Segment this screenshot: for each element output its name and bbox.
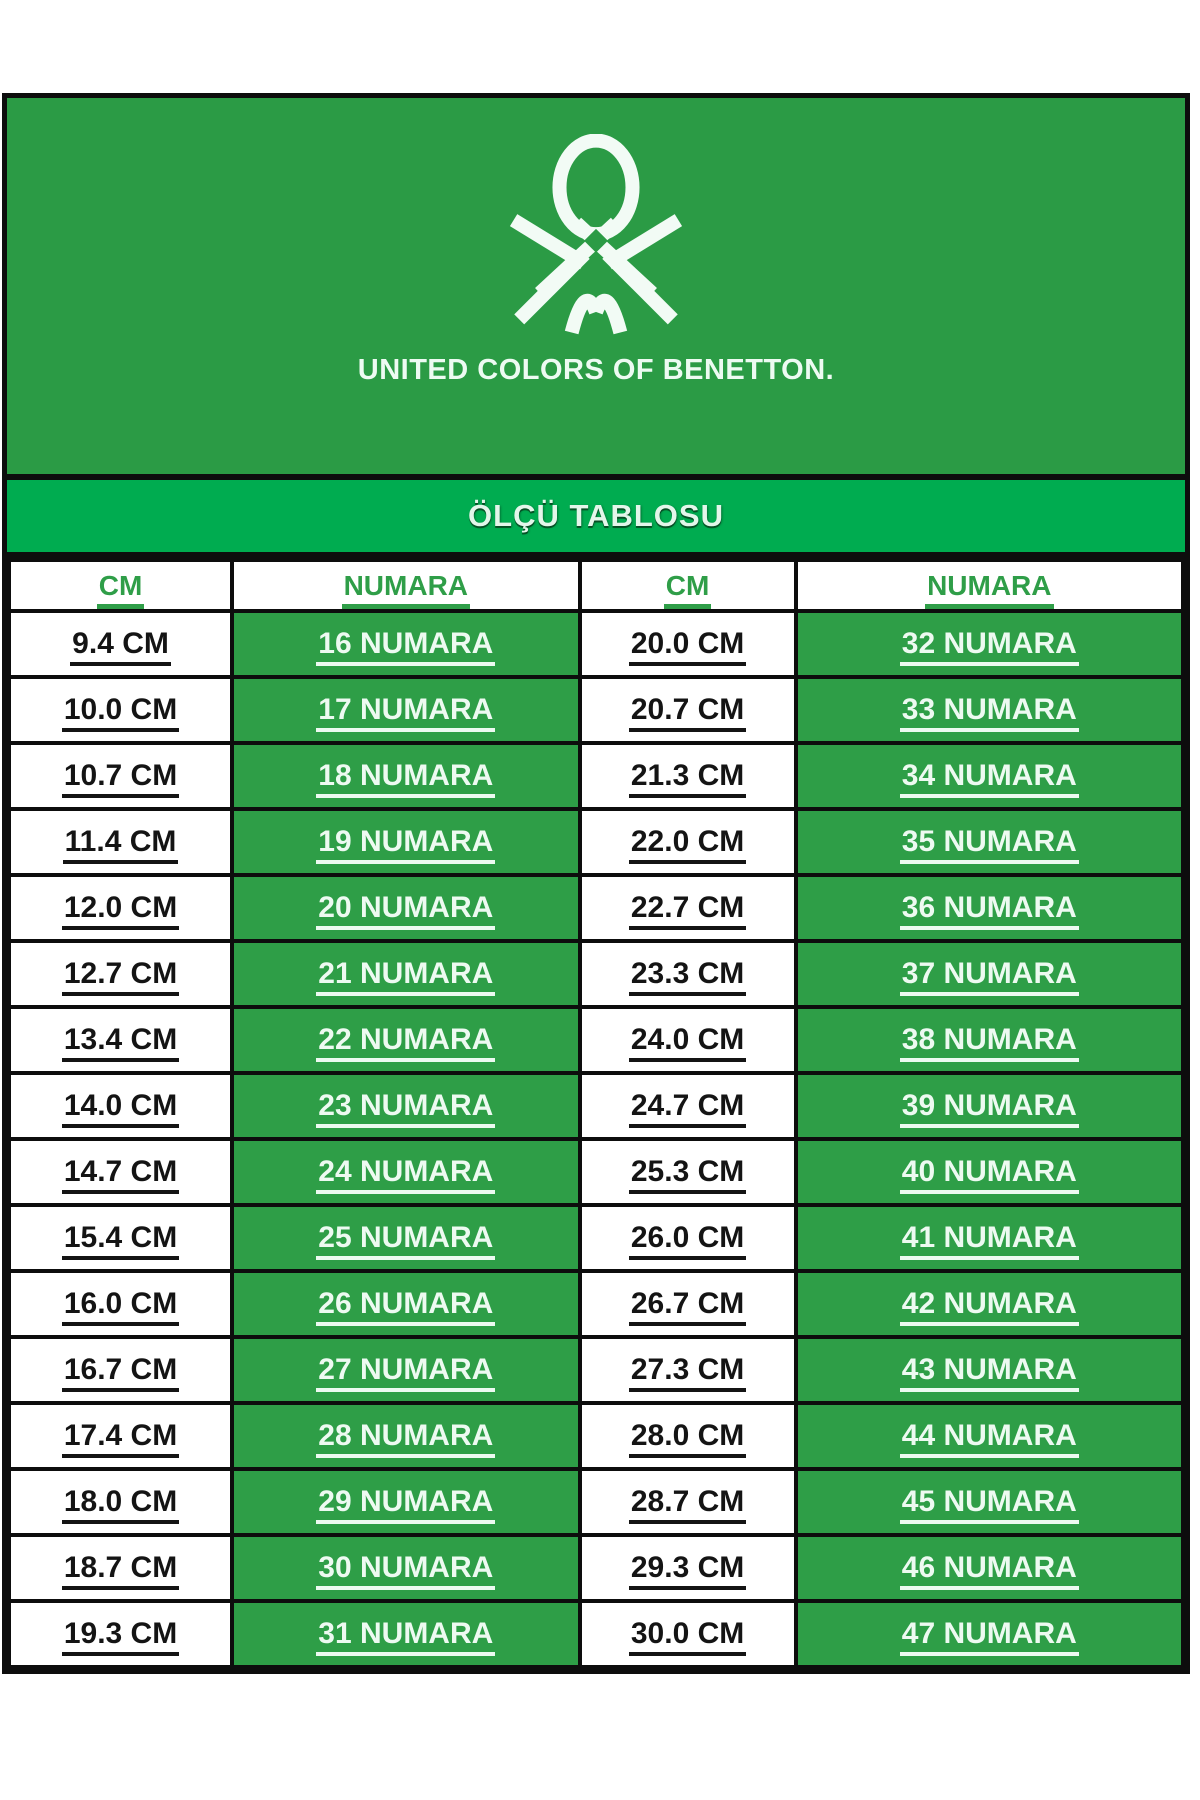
numara-value: 38 NUMARA [900, 1023, 1079, 1062]
header-numara-left [232, 560, 580, 611]
header-numara-right [796, 560, 1183, 611]
numara-cell [796, 809, 1183, 875]
cm-cell [9, 1403, 232, 1469]
cm-value: 24.0 CM [629, 1023, 746, 1062]
cm-cell [580, 941, 796, 1007]
header-cm-left [9, 560, 232, 611]
numara-value: 27 NUMARA [316, 1353, 495, 1392]
cm-value: 12.7 CM [62, 957, 179, 996]
numara-value: 44 NUMARA [900, 1419, 1079, 1458]
numara-cell [796, 1601, 1183, 1667]
numara-cell [232, 1205, 580, 1271]
cm-cell [580, 1139, 796, 1205]
numara-cell [796, 1073, 1183, 1139]
cm-value: 26.7 CM [629, 1287, 746, 1326]
cm-value: 19.3 CM [62, 1617, 179, 1656]
numara-cell [232, 611, 580, 677]
header-label: NUMARA [342, 570, 470, 609]
numara-value: 22 NUMARA [316, 1023, 495, 1062]
table-row [9, 1073, 1183, 1139]
numara-value: 30 NUMARA [316, 1551, 495, 1590]
size-table-header [9, 560, 1183, 611]
numara-cell [796, 743, 1183, 809]
numara-value: 23 NUMARA [316, 1089, 495, 1128]
cm-value: 16.0 CM [62, 1287, 179, 1326]
cm-cell [9, 809, 232, 875]
numara-value: 36 NUMARA [900, 891, 1079, 930]
cm-value: 14.7 CM [62, 1155, 179, 1194]
table-row [9, 875, 1183, 941]
numara-value: 34 NUMARA [900, 759, 1079, 798]
size-chart-title: ÖLÇÜ TABLOSU [468, 498, 724, 533]
table-row [9, 611, 1183, 677]
numara-value: 35 NUMARA [900, 825, 1079, 864]
cm-value: 21.3 CM [629, 759, 746, 798]
cm-cell [9, 611, 232, 677]
table-row [9, 1601, 1183, 1667]
cm-cell [9, 1337, 232, 1403]
cm-cell [580, 1403, 796, 1469]
numara-cell [232, 677, 580, 743]
table-row [9, 1007, 1183, 1073]
numara-cell [796, 1139, 1183, 1205]
cm-cell [580, 1601, 796, 1667]
cm-value: 27.3 CM [629, 1353, 746, 1392]
cm-value: 13.4 CM [62, 1023, 179, 1062]
cm-value: 25.3 CM [629, 1155, 746, 1194]
table-row [9, 809, 1183, 875]
cm-cell [580, 1469, 796, 1535]
header-cm-right [580, 560, 796, 611]
benetton-knot-icon [502, 134, 690, 340]
cm-cell [9, 677, 232, 743]
numara-cell [232, 1601, 580, 1667]
cm-cell [580, 677, 796, 743]
cm-cell [580, 743, 796, 809]
numara-cell [232, 809, 580, 875]
table-row [9, 677, 1183, 743]
numara-cell [796, 1337, 1183, 1403]
numara-value: 25 NUMARA [316, 1221, 495, 1260]
cm-cell [580, 1271, 796, 1337]
cm-value: 18.7 CM [62, 1551, 179, 1590]
brand-header [7, 98, 1185, 480]
numara-value: 47 NUMARA [900, 1617, 1079, 1656]
numara-cell [232, 1403, 580, 1469]
header-label: NUMARA [925, 570, 1053, 609]
table-row [9, 1337, 1183, 1403]
cm-value: 26.0 CM [629, 1221, 746, 1260]
numara-cell [232, 941, 580, 1007]
cm-cell [580, 1073, 796, 1139]
numara-cell [796, 941, 1183, 1007]
numara-value: 18 NUMARA [316, 759, 495, 798]
cm-value: 24.7 CM [629, 1089, 746, 1128]
cm-cell [580, 1205, 796, 1271]
numara-value: 33 NUMARA [900, 693, 1079, 732]
numara-cell [796, 1007, 1183, 1073]
numara-cell [796, 611, 1183, 677]
numara-cell [232, 1337, 580, 1403]
cm-cell [580, 611, 796, 677]
numara-cell [232, 1139, 580, 1205]
cm-cell [9, 1271, 232, 1337]
cm-value: 20.7 CM [629, 693, 746, 732]
cm-cell [580, 1007, 796, 1073]
table-row [9, 743, 1183, 809]
cm-cell [9, 1073, 232, 1139]
numara-value: 42 NUMARA [900, 1287, 1079, 1326]
numara-cell [232, 1469, 580, 1535]
numara-cell [796, 1469, 1183, 1535]
numara-cell [232, 1007, 580, 1073]
cm-cell [9, 875, 232, 941]
cm-cell [580, 809, 796, 875]
numara-cell [232, 875, 580, 941]
cm-cell [9, 1535, 232, 1601]
cm-value: 9.4 CM [70, 627, 171, 666]
cm-cell [9, 1139, 232, 1205]
table-row [9, 1139, 1183, 1205]
numara-value: 39 NUMARA [900, 1089, 1079, 1128]
cm-cell [9, 1205, 232, 1271]
cm-value: 11.4 CM [63, 825, 179, 864]
cm-value: 22.0 CM [629, 825, 746, 864]
numara-value: 40 NUMARA [900, 1155, 1079, 1194]
brand-wordmark: UNITED COLORS OF BENETTON. [357, 354, 835, 386]
header-row [9, 560, 1183, 611]
table-row [9, 1205, 1183, 1271]
numara-value: 29 NUMARA [316, 1485, 495, 1524]
table-row [9, 1535, 1183, 1601]
numara-cell [232, 743, 580, 809]
cm-cell [9, 743, 232, 809]
cm-cell [9, 1469, 232, 1535]
numara-value: 26 NUMARA [316, 1287, 495, 1326]
cm-cell [9, 1601, 232, 1667]
size-chart-title-banner [7, 480, 1185, 558]
cm-value: 30.0 CM [629, 1617, 746, 1656]
numara-cell [796, 677, 1183, 743]
cm-value: 28.0 CM [629, 1419, 746, 1458]
cm-value: 23.3 CM [629, 957, 746, 996]
numara-cell [232, 1271, 580, 1337]
numara-cell [796, 1271, 1183, 1337]
numara-cell [796, 875, 1183, 941]
numara-value: 41 NUMARA [900, 1221, 1079, 1260]
numara-value: 28 NUMARA [316, 1419, 495, 1458]
numara-cell [232, 1073, 580, 1139]
cm-cell [580, 1535, 796, 1601]
size-table-body [9, 611, 1183, 1667]
cm-cell [580, 875, 796, 941]
numara-cell [796, 1535, 1183, 1601]
cm-value: 15.4 CM [62, 1221, 179, 1260]
size-table [7, 558, 1185, 1669]
cm-value: 10.7 CM [62, 759, 179, 798]
numara-value: 45 NUMARA [900, 1485, 1079, 1524]
numara-value: 43 NUMARA [900, 1353, 1079, 1392]
numara-value: 19 NUMARA [316, 825, 495, 864]
numara-cell [796, 1205, 1183, 1271]
cm-value: 20.0 CM [629, 627, 746, 666]
cm-value: 12.0 CM [62, 891, 179, 930]
table-row [9, 1403, 1183, 1469]
cm-value: 17.4 CM [62, 1419, 179, 1458]
cm-cell [9, 1007, 232, 1073]
numara-value: 37 NUMARA [900, 957, 1079, 996]
numara-value: 24 NUMARA [316, 1155, 495, 1194]
cm-cell [580, 1337, 796, 1403]
cm-value: 18.0 CM [62, 1485, 179, 1524]
header-label: CM [97, 570, 145, 609]
cm-value: 28.7 CM [629, 1485, 746, 1524]
numara-cell [796, 1403, 1183, 1469]
numara-value: 46 NUMARA [900, 1551, 1079, 1590]
numara-value: 17 NUMARA [316, 693, 495, 732]
table-row [9, 1469, 1183, 1535]
table-row [9, 941, 1183, 1007]
table-row [9, 1271, 1183, 1337]
numara-value: 20 NUMARA [316, 891, 495, 930]
numara-value: 31 NUMARA [316, 1617, 495, 1656]
cm-value: 22.7 CM [629, 891, 746, 930]
cm-value: 14.0 CM [62, 1089, 179, 1128]
cm-value: 10.0 CM [62, 693, 179, 732]
cm-cell [9, 941, 232, 1007]
cm-value: 16.7 CM [62, 1353, 179, 1392]
numara-value: 32 NUMARA [900, 627, 1079, 666]
numara-value: 21 NUMARA [316, 957, 495, 996]
cm-value: 29.3 CM [629, 1551, 746, 1590]
header-label: CM [664, 570, 712, 609]
size-chart-panel [2, 93, 1190, 1674]
numara-value: 16 NUMARA [316, 627, 495, 666]
numara-cell [232, 1535, 580, 1601]
